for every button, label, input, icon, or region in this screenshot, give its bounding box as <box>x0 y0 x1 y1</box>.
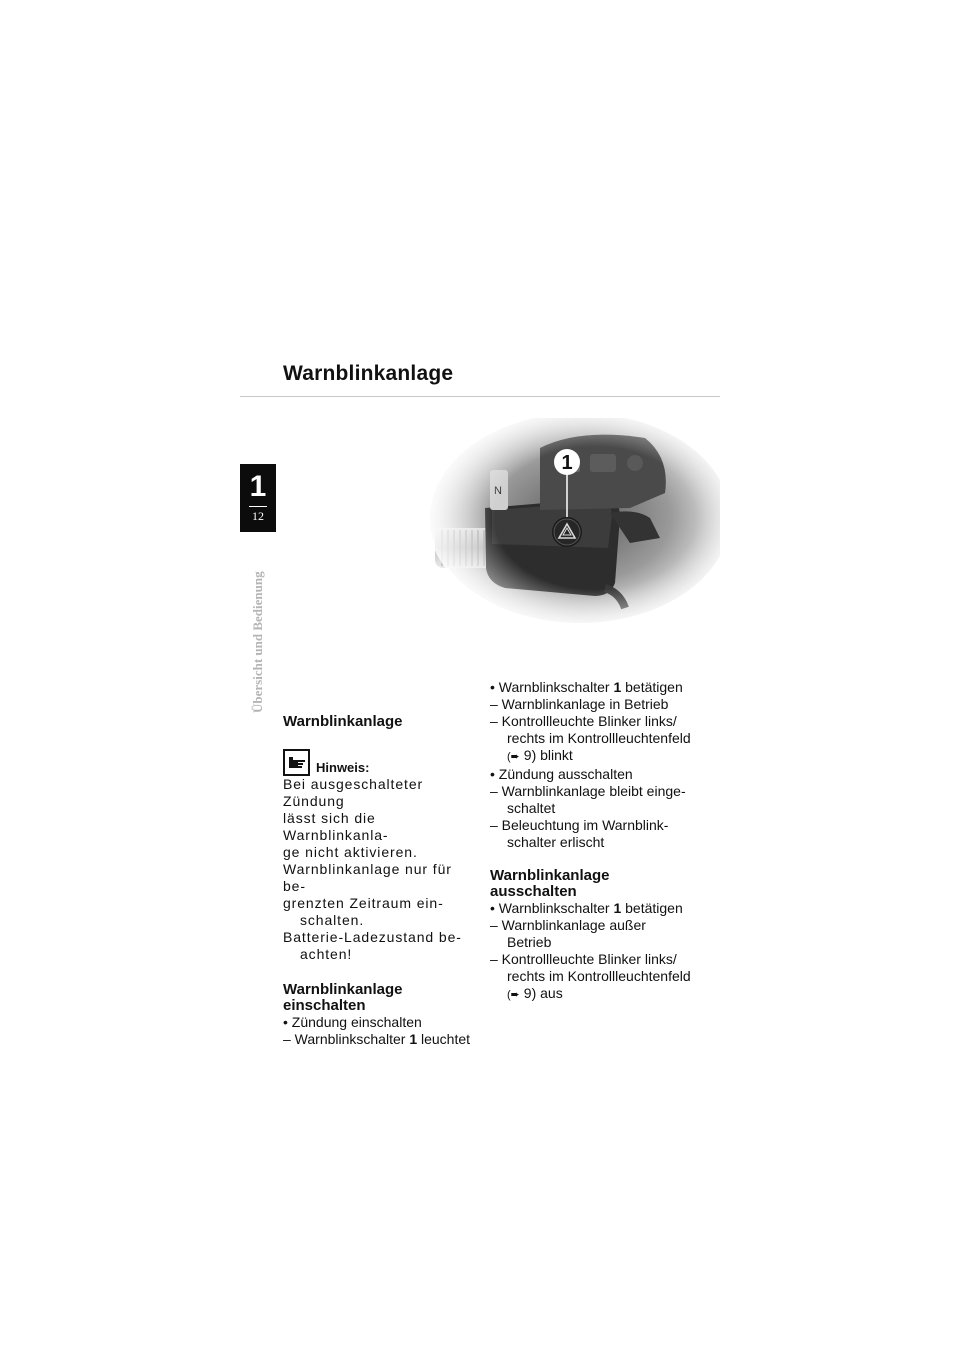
step-item <box>490 679 700 696</box>
note-line: Warnblinkanlage nur für be- <box>283 861 452 894</box>
right-column <box>490 679 700 1004</box>
sub-heading-line: Warnblinkanlage <box>283 981 403 998</box>
note-line: Bei ausgeschalteter Zündung <box>283 776 424 809</box>
note-line: lässt sich die Warnblinkanla- <box>283 810 389 843</box>
title-divider <box>240 396 720 397</box>
sub-heading <box>283 982 478 1014</box>
step-text: 9) aus <box>519 985 563 1001</box>
hazard-switch-photo <box>430 418 720 623</box>
sub-heading-line: einschalten <box>283 997 366 1014</box>
page-ref-arrow: (➨ <box>507 989 520 1001</box>
step-item: Betrieb <box>507 934 552 950</box>
callout-ref: 1 <box>409 1031 418 1047</box>
step-item: • Zündung einschalten <box>283 1014 422 1030</box>
note-line: achten! <box>300 946 353 962</box>
step-item: schaltet <box>507 800 556 816</box>
note-line: grenzten Zeitraum ein- <box>283 895 444 911</box>
step-item: – Kontrollleuchte Blinker links/ <box>490 951 677 967</box>
page-title: Warnblinkanlage <box>283 362 454 385</box>
step-item <box>490 747 700 766</box>
step-item: – Warnblinkanlage bleibt einge- <box>490 783 686 799</box>
sub-heading-line: ausschalten <box>490 883 577 900</box>
callout-ref: 1 <box>613 900 622 916</box>
step-text: 9) blinkt <box>519 747 573 763</box>
step-item: – Kontrollleuchte Blinker links/ <box>490 713 677 729</box>
callout-ref: 1 <box>613 679 622 695</box>
step-text: leuchtet <box>417 1031 471 1047</box>
chapter-divider <box>249 506 267 507</box>
section-heading: Warnblinkanlage <box>283 713 403 730</box>
step-item: – Warnblinkanlage in Betrieb <box>490 696 669 712</box>
page-number: 12 <box>252 509 264 523</box>
step-item <box>490 900 700 917</box>
step-item: schalter erlischt <box>507 834 605 850</box>
step-item: rechts im Kontrollleuchtenfeld <box>507 968 691 984</box>
step-item: • Zündung ausschalten <box>490 766 633 782</box>
note-title: Hinweis: <box>316 760 370 775</box>
step-text: • Warnblinkschalter <box>490 679 614 695</box>
note-line: ge nicht aktivieren. <box>283 844 418 860</box>
step-text: – Warnblinkschalter <box>283 1031 410 1047</box>
step-text: betätigen <box>621 679 683 695</box>
note-line: Batterie-Ladezustand be- <box>283 929 462 945</box>
left-column <box>283 714 478 1048</box>
chapter-number: 1 <box>249 470 267 503</box>
page-ref-arrow: (➨ <box>507 751 520 763</box>
step-item: – Beleuchtung im Warnblink- <box>490 817 669 833</box>
section-label: Übersicht und Bedienung <box>250 571 265 713</box>
note-text <box>283 776 478 963</box>
sub-heading-line: Warnblinkanlage <box>490 867 610 884</box>
section-label-container <box>250 548 266 713</box>
step-text: betätigen <box>621 900 683 916</box>
step-item: rechts im Kontrollleuchtenfeld <box>507 730 691 746</box>
sub-heading <box>490 868 700 900</box>
step-item <box>490 985 700 1004</box>
note-hand-icon <box>283 749 310 776</box>
note-line: schalten. <box>300 912 365 928</box>
note-header <box>283 749 478 776</box>
step-text: • Warnblinkschalter <box>490 900 614 916</box>
step-item <box>283 1031 478 1048</box>
chapter-tab <box>240 464 276 532</box>
step-item: – Warnblinkanlage außer <box>490 917 646 933</box>
